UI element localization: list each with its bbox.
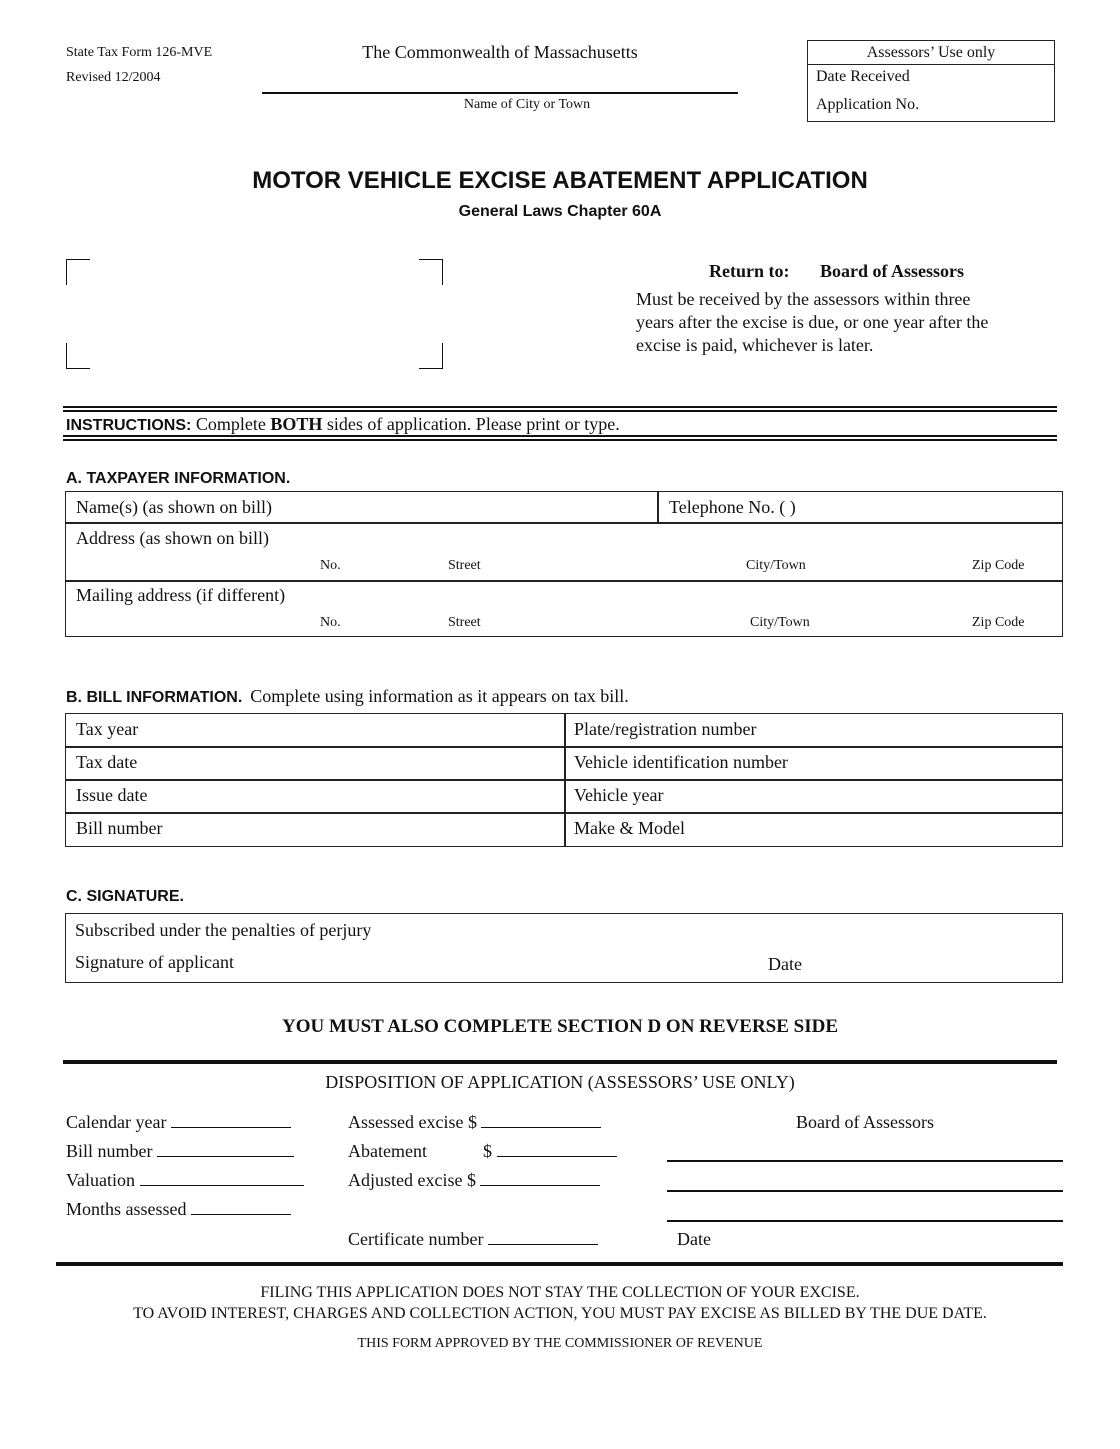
- months-assessed-field[interactable]: Months assessed: [66, 1199, 291, 1220]
- divider: [63, 435, 1057, 437]
- telephone-field[interactable]: Telephone No. ( ): [669, 497, 796, 517]
- taxpayer-info-table: [65, 491, 1063, 637]
- make-model-field[interactable]: Make & Model: [574, 818, 685, 838]
- vehicle-year-field[interactable]: Vehicle year: [574, 785, 664, 805]
- perjury-statement: Subscribed under the penalties of perjury: [75, 920, 372, 940]
- calendar-year-field[interactable]: Calendar year: [66, 1112, 291, 1133]
- revised-date: Revised 12/2004: [66, 70, 161, 85]
- divider: [63, 1060, 1057, 1064]
- sub-label-city: City/Town: [750, 615, 810, 630]
- form-subtitle: General Laws Chapter 60A: [458, 203, 662, 220]
- city-line[interactable]: [262, 92, 738, 94]
- sub-label-zip: Zip Code: [972, 558, 1025, 573]
- city-label: Name of City or Town: [463, 97, 591, 112]
- bill-number-dispo-field[interactable]: Bill number: [66, 1141, 294, 1162]
- adjusted-excise-field[interactable]: Adjusted excise $: [348, 1170, 600, 1191]
- section-a-heading: A. TAXPAYER INFORMATION.: [66, 470, 291, 487]
- section-b-heading: B. BILL INFORMATION. Complete using information as it appears on tax bill.: [66, 686, 629, 706]
- bill-number-field[interactable]: Bill number: [76, 818, 163, 838]
- divider: [63, 439, 1057, 441]
- sub-label-no: No.: [320, 558, 341, 573]
- abatement-amount[interactable]: $: [483, 1141, 617, 1162]
- sub-label-street: Street: [448, 558, 481, 573]
- board-signature-line[interactable]: [667, 1160, 1063, 1162]
- reverse-side-notice: YOU MUST ALSO COMPLETE SECTION D ON REVERSE SIDE: [281, 1016, 839, 1037]
- plate-field[interactable]: Plate/registration number: [574, 719, 757, 739]
- divider: [56, 1262, 1063, 1266]
- valuation-field[interactable]: Valuation: [66, 1170, 304, 1191]
- abatement-field[interactable]: Abatement: [348, 1141, 427, 1161]
- deadline-line-3: excise is paid, whichever is later.: [636, 335, 874, 355]
- signature-box: [65, 913, 1063, 983]
- footer-line-2: TO AVOID INTEREST, CHARGES AND COLLECTION ACTION, YOU MUST PAY EXCISE AS BILLED BY THE DUE DATE.: [133, 1305, 987, 1322]
- signature-field[interactable]: Signature of applicant: [75, 952, 234, 972]
- approval-note: THIS FORM APPROVED BY THE COMMISSIONER OF REVENUE: [357, 1336, 763, 1351]
- instructions: INSTRUCTIONS: Complete BOTH sides of application. Please print or type.: [66, 414, 620, 434]
- certificate-number-field[interactable]: Certificate number: [348, 1229, 598, 1250]
- vin-field[interactable]: Vehicle identification number: [574, 752, 788, 772]
- disposition-title: DISPOSITION OF APPLICATION (ASSESSORS’ USE ONLY): [325, 1072, 795, 1092]
- application-no-label: Application No.: [816, 96, 920, 113]
- return-to-value: Board of Assessors: [820, 261, 965, 281]
- address-field[interactable]: Address (as shown on bill): [76, 528, 269, 548]
- assessors-box-title: Assessors’ Use only: [808, 41, 1054, 65]
- sub-label-street: Street: [448, 615, 481, 630]
- section-c-heading: C. SIGNATURE.: [66, 888, 184, 905]
- footer-line-1: FILING THIS APPLICATION DOES NOT STAY THE COLLECTION OF YOUR EXCISE.: [260, 1284, 860, 1301]
- bill-info-table: [65, 713, 1063, 847]
- sub-label-zip: Zip Code: [972, 615, 1025, 630]
- assessors-box: [807, 40, 1055, 122]
- board-label: Board of Assessors: [796, 1112, 934, 1132]
- tax-year-field[interactable]: Tax year: [76, 719, 139, 739]
- divider: [63, 406, 1057, 408]
- mailing-address-field[interactable]: Mailing address (if different): [76, 585, 286, 605]
- sub-label-no: No.: [320, 615, 341, 630]
- signature-date-field[interactable]: Date: [768, 954, 802, 974]
- divider: [63, 410, 1057, 412]
- sub-label-city: City/Town: [746, 558, 806, 573]
- board-signature-line[interactable]: [667, 1220, 1063, 1222]
- return-to-label: Return to:: [709, 261, 790, 281]
- form-id: State Tax Form 126-MVE: [66, 45, 213, 60]
- names-field[interactable]: Name(s) (as shown on bill): [76, 497, 272, 517]
- commonwealth: The Commonwealth of Massachusetts: [362, 42, 638, 62]
- board-date-field[interactable]: Date: [677, 1229, 711, 1249]
- tax-date-field[interactable]: Tax date: [76, 752, 138, 772]
- assessed-excise-field[interactable]: Assessed excise $: [348, 1112, 601, 1133]
- board-signature-line[interactable]: [667, 1190, 1063, 1192]
- date-received-label: Date Received: [816, 68, 910, 85]
- issue-date-field[interactable]: Issue date: [76, 785, 148, 805]
- deadline-line-2: years after the excise is due, or one year after the: [636, 312, 989, 332]
- deadline-line-1: Must be received by the assessors within three: [636, 289, 971, 309]
- form-title: MOTOR VEHICLE EXCISE ABATEMENT APPLICATION: [252, 167, 868, 194]
